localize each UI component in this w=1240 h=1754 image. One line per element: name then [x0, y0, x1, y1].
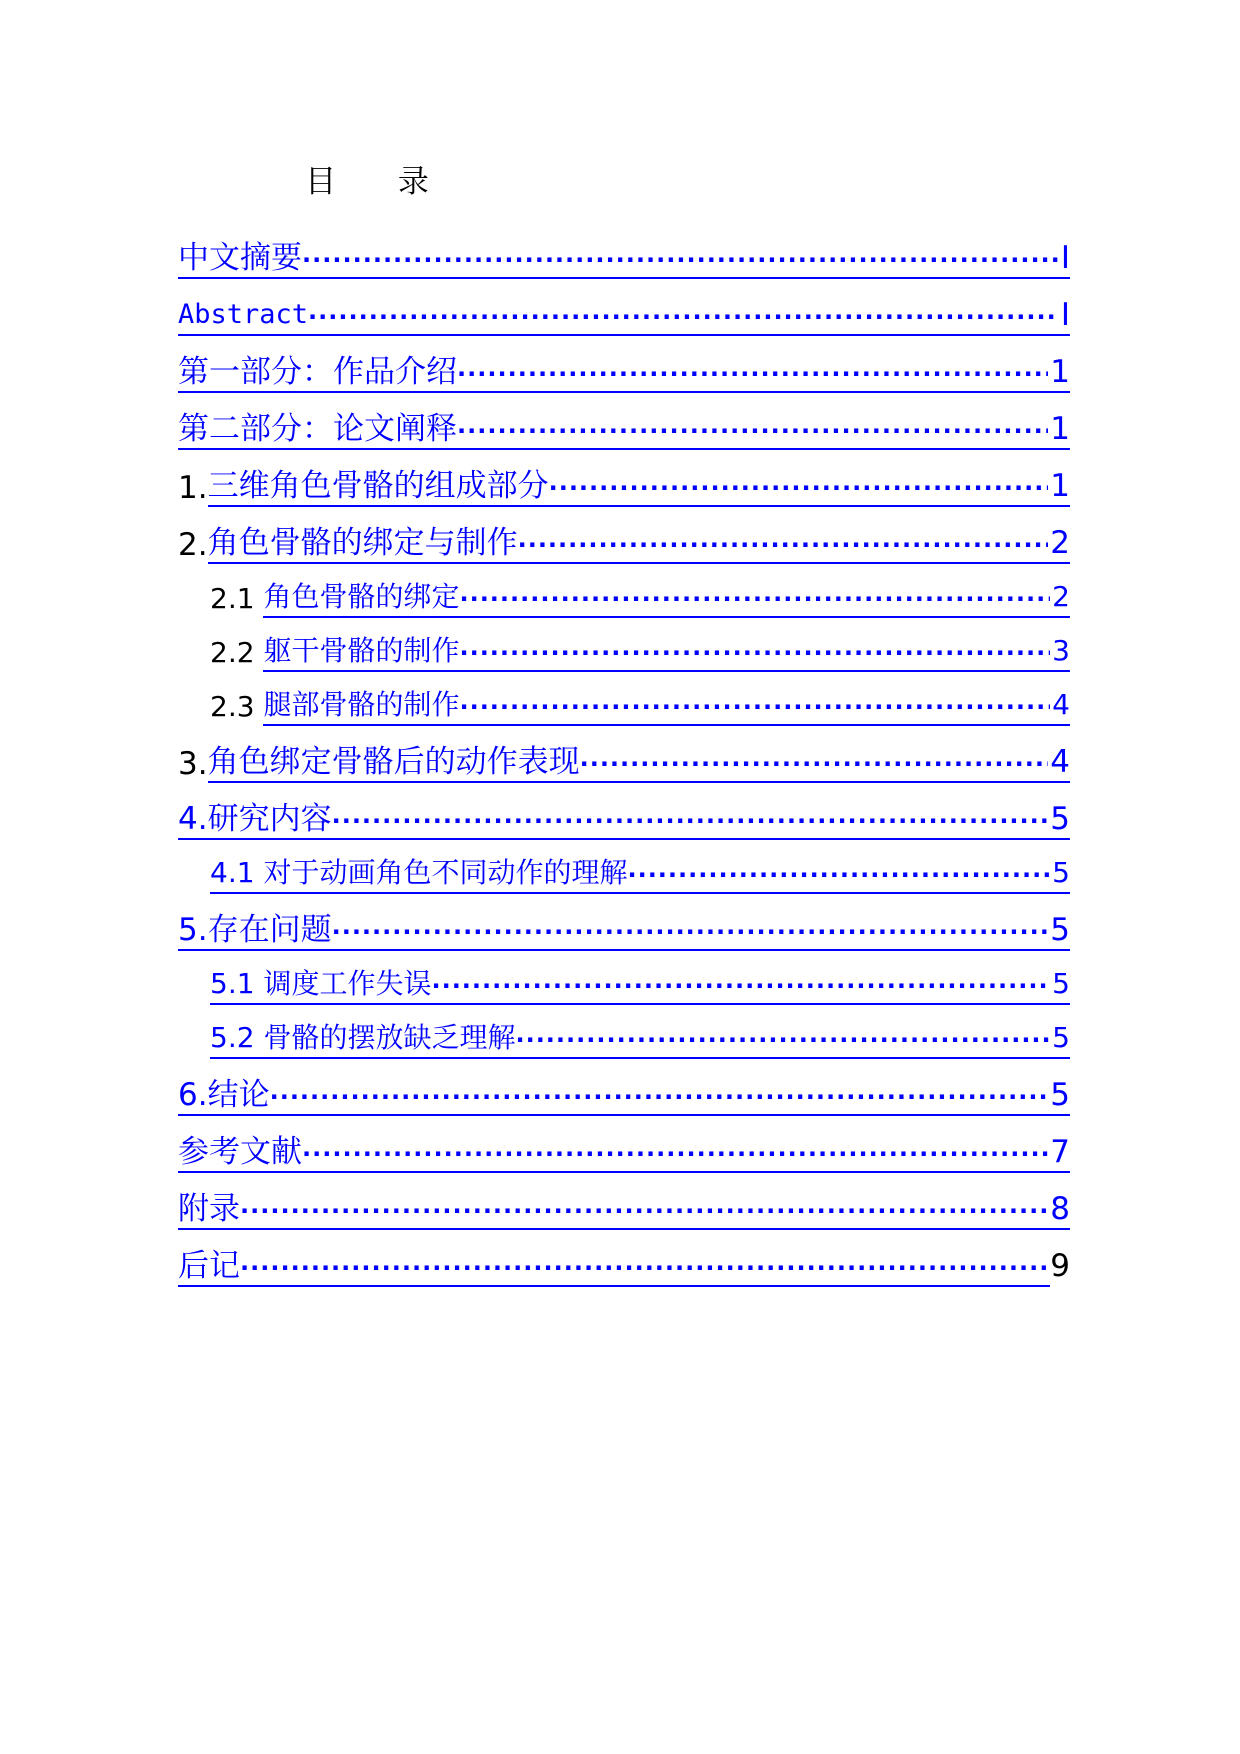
toc-link[interactable]: [208, 524, 1070, 564]
toc-entry-part-1[interactable]: [178, 342, 1070, 399]
toc-link[interactable]: [263, 578, 1070, 618]
dot-leader: [332, 917, 1049, 947]
toc-link[interactable]: [178, 296, 1070, 336]
toc-link[interactable]: [208, 743, 1070, 783]
dot-leader: [518, 530, 1049, 560]
toc-link[interactable]: [178, 353, 1070, 393]
toc-entry-title: 三维角色骨骼的组成部分: [207, 468, 549, 504]
dot-leader: [431, 971, 1050, 1001]
toc-page-number: 3: [1052, 634, 1070, 667]
toc-entry-title: 后记: [178, 1248, 240, 1284]
toc-entry-title: 角色骨骼的绑定: [263, 580, 460, 613]
toc-page-number: I: [1060, 240, 1070, 276]
toc-entry-section-1[interactable]: [178, 456, 1070, 513]
toc-entry-number: 2.1: [210, 582, 264, 615]
toc-entry-number: 2.2: [210, 636, 264, 669]
toc-link[interactable]: [178, 239, 1070, 279]
toc-page-number: 7: [1050, 1134, 1070, 1170]
toc-entry-title: 中文摘要: [178, 240, 302, 276]
dot-leader: [332, 806, 1049, 836]
toc-link[interactable]: [178, 1133, 1070, 1173]
toc-entry-postscript[interactable]: [178, 1236, 1070, 1293]
toc-entry-section-4[interactable]: [178, 789, 1070, 846]
toc-entry-section-2-2[interactable]: [178, 624, 1070, 678]
dot-leader: [515, 1025, 1050, 1055]
toc-page-number: 5: [1050, 1077, 1070, 1113]
toc-link[interactable]: [210, 965, 1070, 1005]
toc-link[interactable]: [263, 632, 1070, 672]
toc-link[interactable]: [178, 1190, 1070, 1230]
toc-page-number: 4: [1050, 744, 1070, 780]
toc-link[interactable]: [210, 854, 1070, 894]
toc-page-number: 5: [1050, 912, 1070, 948]
toc-entry-title: 骨骼的摆放缺乏理解: [263, 1021, 516, 1054]
toc-entry-appendix[interactable]: [178, 1179, 1070, 1236]
toc-page-number: 1: [1050, 468, 1070, 504]
toc-page-number: I: [1060, 297, 1070, 333]
toc-entry-number: 2.3: [210, 690, 264, 723]
dot-leader: [457, 416, 1048, 446]
toc-link[interactable]: [263, 686, 1070, 726]
toc-entry-title: 躯干骨骼的制作: [263, 634, 460, 667]
dot-leader: [459, 584, 1050, 614]
table-of-contents: [178, 228, 1070, 1293]
toc-entry-number: 5.: [178, 912, 208, 948]
toc-entry-title: 角色骨骼的绑定与制作: [207, 525, 518, 561]
toc-entry-number: 4.1: [210, 856, 264, 889]
toc-entry-section-2[interactable]: [178, 513, 1070, 570]
dot-leader: [240, 1253, 1050, 1283]
toc-link[interactable]: [208, 467, 1070, 507]
dot-leader: [627, 860, 1050, 890]
toc-entry-title: 存在问题: [207, 912, 332, 948]
toc-page-number: 9: [1050, 1248, 1070, 1284]
toc-entry-section-2-3[interactable]: [178, 678, 1070, 732]
toc-link[interactable]: [178, 911, 1070, 951]
toc-entry-section-6[interactable]: [178, 1065, 1070, 1122]
toc-entry-title: 结论: [207, 1077, 270, 1113]
dot-leader: [549, 473, 1049, 503]
toc-entry-title: 第一部分：作品介绍: [178, 354, 457, 390]
toc-entry-title: Abstract: [178, 299, 309, 330]
toc-page-number: 2: [1052, 580, 1070, 613]
toc-page-number: 5: [1050, 801, 1070, 837]
toc-entry-section-5[interactable]: [178, 900, 1070, 957]
dot-leader: [270, 1082, 1049, 1112]
toc-entry-section-2-1[interactable]: [178, 570, 1070, 624]
toc-entry-references[interactable]: [178, 1122, 1070, 1179]
toc-link[interactable]: [178, 410, 1070, 450]
toc-entry-title: 腿部骨骼的制作: [263, 688, 460, 721]
toc-entry-title: 角色绑定骨骼后的动作表现: [207, 744, 580, 780]
toc-entry-number: 4.: [178, 801, 208, 837]
toc-entry-abstract-en[interactable]: [178, 285, 1070, 342]
toc-link[interactable]: [178, 1247, 1050, 1287]
toc-link[interactable]: [210, 1019, 1070, 1059]
toc-page-number: 8: [1050, 1191, 1070, 1227]
toc-entry-title: 调度工作失误: [263, 967, 432, 1000]
toc-link[interactable]: [178, 800, 1070, 840]
toc-entry-number: 1.: [178, 470, 208, 506]
dot-leader: [457, 359, 1048, 389]
toc-page-number: 1: [1050, 354, 1070, 390]
toc-page-number: 4: [1052, 688, 1070, 721]
page-title: 目 录: [305, 164, 455, 200]
toc-page-number: 5: [1052, 1021, 1070, 1054]
toc-entry-number: 6.: [178, 1077, 208, 1113]
toc-entry-title: 附录: [178, 1191, 240, 1227]
dot-leader: [459, 638, 1050, 668]
toc-entry-section-4-1[interactable]: [178, 846, 1070, 900]
dot-leader: [240, 1196, 1048, 1226]
dot-leader: [459, 692, 1050, 722]
toc-entry-abstract-cn[interactable]: [178, 228, 1070, 285]
toc-entry-title: 对于动画角色不同动作的理解: [263, 856, 628, 889]
toc-entry-section-3[interactable]: [178, 732, 1070, 789]
dot-leader: [302, 1139, 1048, 1169]
toc-entry-title: 参考文献: [178, 1134, 302, 1170]
dot-leader: [302, 245, 1059, 275]
toc-link[interactable]: [178, 1076, 1070, 1116]
dot-leader: [580, 749, 1049, 779]
toc-entry-title: 研究内容: [207, 801, 332, 837]
toc-entry-number: 5.2: [210, 1021, 264, 1054]
dot-leader: [308, 302, 1059, 332]
toc-page-number: 5: [1052, 856, 1070, 889]
toc-page-number: 5: [1052, 967, 1070, 1000]
toc-entry-part-2[interactable]: [178, 399, 1070, 456]
toc-entry-number: 2.: [178, 527, 208, 563]
toc-entry-number: 5.1: [210, 967, 264, 1000]
toc-entry-title: 第二部分：论文阐释: [178, 411, 457, 447]
toc-page-number: 2: [1050, 525, 1070, 561]
toc-entry-section-5-2[interactable]: [178, 1011, 1070, 1065]
toc-page-number: 1: [1050, 411, 1070, 447]
toc-entry-number: 3.: [178, 746, 208, 782]
toc-entry-section-5-1[interactable]: [178, 957, 1070, 1011]
